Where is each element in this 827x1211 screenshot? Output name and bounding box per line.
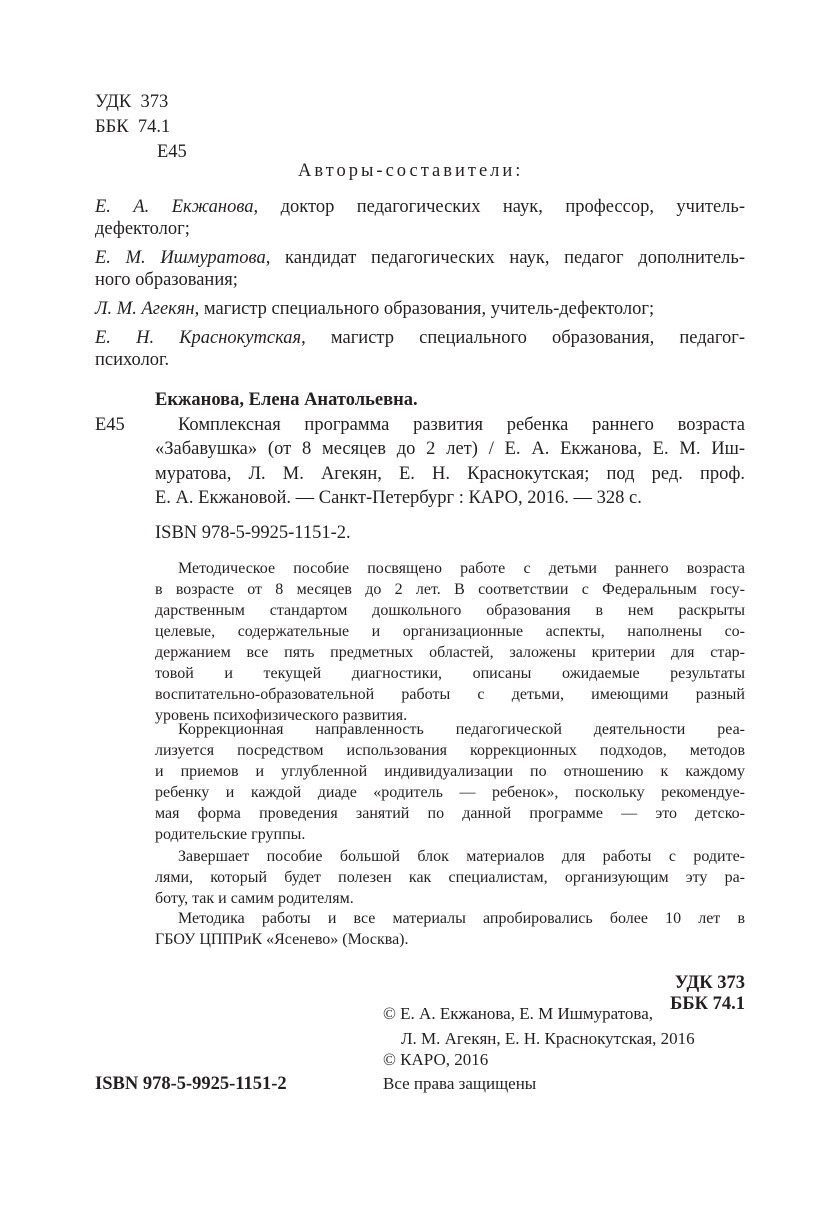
- annotation-line: ребенку и каждой диаде «родитель — ребенок», поскольку рекомендуе-: [155, 784, 745, 801]
- author-line: психолог.: [95, 350, 170, 370]
- annotation-line: дарственным стандартом дошкольного образования в нем раскрыты: [155, 602, 745, 619]
- record-line: «Забавушка» (от 8 месяцев до 2 лет) / Е. А. Екжанова, Е. М. Иш-: [155, 439, 745, 459]
- footer-bbk: ББК 74.1: [670, 994, 745, 1014]
- annotation-line: боту, так и самим родителям.: [155, 890, 354, 907]
- annotation-line: Методика работы и все материалы апробировались более 10 лет в: [178, 910, 745, 927]
- author-description: , доктор педагогических наук, профессор, учитель-: [253, 197, 745, 217]
- record-heading: Екжанова, Елена Анатольевна.: [155, 390, 418, 410]
- author-line: [95, 298, 654, 320]
- copyright-line: © Е. А. Екжанова, Е. М Ишмуратова,: [383, 1004, 653, 1023]
- author-line: [95, 327, 745, 349]
- record-mark: Е45: [95, 415, 125, 435]
- bbk-value: 74.1: [137, 117, 171, 137]
- author-name: Е. А. Екжанова: [95, 197, 254, 217]
- record-line: Комплексная программа развития ребенка раннего возраста: [178, 415, 745, 435]
- footer-isbn: ISBN 978-5-9925-1151-2: [95, 1074, 287, 1094]
- annotation-line: в возрасте от 8 месяцев до 2 лет. В соответствии с Федеральным госу-: [155, 581, 745, 598]
- author-name: Е. Н. Краснокутская: [95, 328, 302, 348]
- footer-udk: УДК 373: [674, 973, 745, 993]
- annotation-line: воспитательно-образовательной работы с детьми, имеющими разный: [155, 686, 745, 703]
- rights-reserved: Все права защищены: [383, 1074, 537, 1093]
- copyright-line: Л. М. Агекян, Е. Н. Краснокутская, 2016: [401, 1029, 695, 1048]
- annotation-line: и приемов и углубленной индивидуализации по отношению к каждому: [155, 763, 745, 780]
- author-description: , магистр специального образования, педагог-: [301, 328, 745, 348]
- udk-label: УДК: [95, 92, 132, 112]
- bbk-line: [95, 116, 170, 138]
- author-description: , кандидат педагогических наук, педагог дополнитель-: [265, 248, 746, 268]
- annotation-line: держанием все пять предметных областей, заложены критерии для стар-: [155, 644, 745, 661]
- annotation-line: товой и текущей диагностики, описаны ожидаемые результаты: [155, 665, 745, 682]
- copyright-line: © КАРО, 2016: [383, 1050, 489, 1069]
- udk-value: 373: [140, 92, 169, 112]
- annotation-line: целевые, содержательные и организационные аспекты, наполнены со-: [155, 623, 745, 640]
- annotation-line: Завершает пособие большой блок материалов для работы с родите-: [178, 848, 745, 865]
- annotation-line: лями, который будет полезен как специалистам, организующим эту ра-: [155, 869, 745, 886]
- authors-heading: Авторы-составители:: [298, 161, 524, 181]
- annotation-line: лизуется посредством использования коррекционных подходов, методов: [155, 742, 745, 759]
- record-line: Е. А. Екжановой. — Санкт-Петербург : КАРО, 2016. — 328 с.: [155, 488, 642, 508]
- udk-line: [95, 91, 168, 113]
- record-line: муратова, Л. М. Агекян, Е. Н. Краснокутская; под ред. проф.: [155, 464, 745, 484]
- bbk-label: ББК: [95, 117, 129, 137]
- annotation-line: Коррекционная направленность педагогической деятельности реа-: [178, 721, 745, 738]
- annotation-line: Методическое пособие посвящено работе с детьми раннего возраста: [178, 560, 745, 577]
- author-mark: Е45: [157, 142, 187, 162]
- author-name: Е. М. Ишмуратова: [95, 248, 266, 268]
- annotation-line: ГБОУ ЦППРиК «Ясенево» (Москва).: [155, 931, 409, 948]
- annotation-line: родительские группы.: [155, 826, 306, 843]
- author-name: Л. М. Агекян: [95, 299, 195, 319]
- author-description: , магистр специального образования, учитель-дефектолог;: [194, 299, 655, 319]
- author-line: ного образования;: [95, 270, 238, 290]
- author-line: [95, 196, 745, 218]
- author-line: дефектолог;: [95, 219, 190, 239]
- author-line: [95, 247, 745, 269]
- annotation-line: уровень психофизического развития.: [155, 707, 408, 724]
- record-isbn: ISBN 978-5-9925-1151-2.: [155, 523, 351, 543]
- annotation-line: мая форма проведения занятий по данной программе — это детско-: [155, 805, 745, 822]
